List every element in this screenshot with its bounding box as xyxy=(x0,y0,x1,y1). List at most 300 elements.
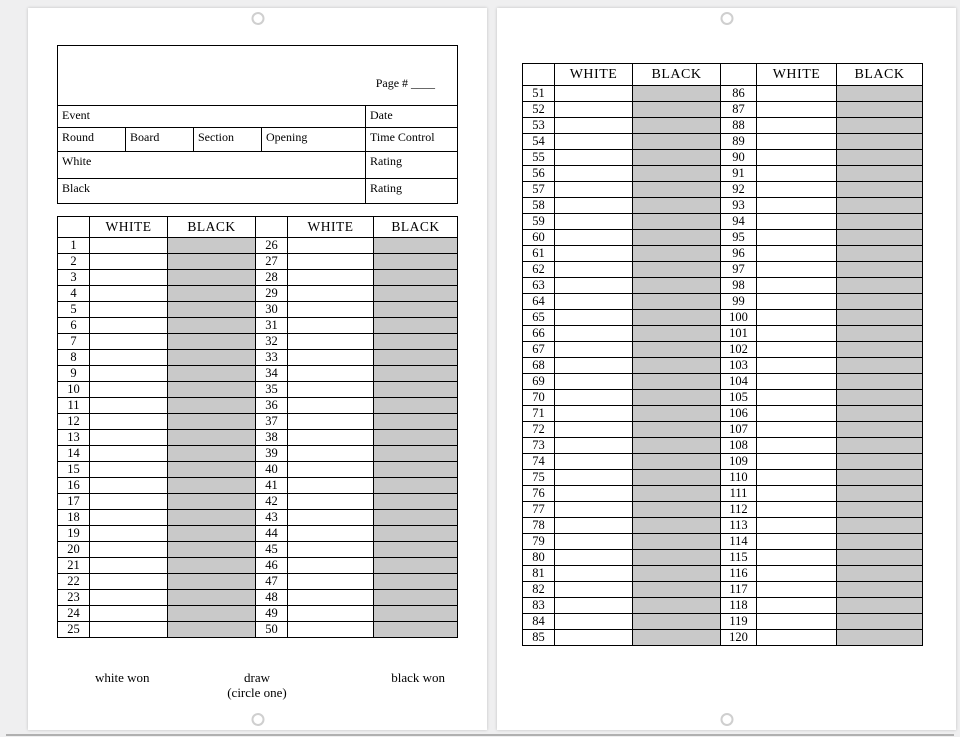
black-move-cell xyxy=(633,86,721,102)
black-move-cell xyxy=(374,398,458,414)
white-move-cell xyxy=(757,390,837,406)
white-move-cell xyxy=(555,102,633,118)
score-row xyxy=(523,582,923,598)
white-move-cell xyxy=(555,86,633,102)
move-number-cell: 94 xyxy=(721,214,757,230)
move-number-cell: 113 xyxy=(721,518,757,534)
black-move-cell xyxy=(633,294,721,310)
score-row xyxy=(523,630,923,646)
move-number-cell: 104 xyxy=(721,374,757,390)
white-move-cell xyxy=(757,326,837,342)
black-move-cell xyxy=(168,590,256,606)
score-row xyxy=(58,286,458,302)
move-number-cell: 47 xyxy=(256,574,288,590)
black-move-cell xyxy=(837,182,923,198)
score-row xyxy=(58,382,458,398)
white-move-cell xyxy=(288,478,374,494)
move-number-cell: 10 xyxy=(58,382,90,398)
move-number-cell: 31 xyxy=(256,318,288,334)
white-move-cell xyxy=(555,534,633,550)
white-move-cell xyxy=(757,102,837,118)
white-move-cell xyxy=(757,86,837,102)
corner-cell xyxy=(58,217,90,238)
move-number-cell: 75 xyxy=(523,470,555,486)
move-number-cell: 6 xyxy=(58,318,90,334)
move-number-cell: 88 xyxy=(721,118,757,134)
white-move-cell xyxy=(90,558,168,574)
result-footer xyxy=(57,668,457,704)
white-move-cell xyxy=(90,270,168,286)
black-move-cell xyxy=(168,382,256,398)
circle-one-label: (circle one) xyxy=(227,685,287,700)
move-number-cell: 74 xyxy=(523,454,555,470)
scoresheet-page-1 xyxy=(28,8,487,730)
white-move-cell xyxy=(757,374,837,390)
corner-cell xyxy=(523,64,555,86)
score-row xyxy=(523,150,923,166)
score-row xyxy=(58,542,458,558)
white-move-cell xyxy=(555,278,633,294)
score-row xyxy=(58,318,458,334)
move-number-cell: 35 xyxy=(256,382,288,398)
white-move-cell xyxy=(288,382,374,398)
white-move-cell xyxy=(555,374,633,390)
move-number-cell: 16 xyxy=(58,478,90,494)
black-move-cell xyxy=(837,342,923,358)
white-column-header: WHITE xyxy=(90,217,168,238)
move-number-cell: 112 xyxy=(721,502,757,518)
move-number-cell: 55 xyxy=(523,150,555,166)
white-move-cell xyxy=(288,558,374,574)
black-move-cell xyxy=(168,302,256,318)
move-number-cell: 78 xyxy=(523,518,555,534)
score-row xyxy=(523,598,923,614)
white-move-cell xyxy=(288,574,374,590)
black-move-cell xyxy=(837,566,923,582)
white-move-cell xyxy=(288,398,374,414)
score-row xyxy=(58,350,458,366)
move-number-cell: 91 xyxy=(721,166,757,182)
black-move-cell xyxy=(837,134,923,150)
black-player-row xyxy=(58,179,458,204)
white-move-cell xyxy=(757,182,837,198)
white-move-cell xyxy=(288,238,374,254)
score-row xyxy=(58,622,458,638)
white-move-cell xyxy=(555,262,633,278)
move-number-cell: 19 xyxy=(58,526,90,542)
move-number-cell: 109 xyxy=(721,454,757,470)
white-move-cell xyxy=(288,286,374,302)
white-move-cell xyxy=(288,430,374,446)
white-move-cell xyxy=(288,526,374,542)
score-row xyxy=(58,558,458,574)
score-row xyxy=(58,606,458,622)
black-move-cell xyxy=(837,102,923,118)
black-column-header: BLACK xyxy=(633,64,721,86)
score-row xyxy=(523,102,923,118)
page-number-row xyxy=(58,46,458,106)
white-move-cell xyxy=(288,302,374,318)
black-move-cell xyxy=(633,278,721,294)
black-rating-field: Rating xyxy=(366,179,458,204)
white-move-cell xyxy=(90,382,168,398)
black-move-cell xyxy=(168,414,256,430)
move-number-cell: 62 xyxy=(523,262,555,278)
white-move-cell xyxy=(555,406,633,422)
move-number-cell: 59 xyxy=(523,214,555,230)
move-number-cell: 116 xyxy=(721,566,757,582)
white-move-cell xyxy=(555,566,633,582)
move-number-cell: 63 xyxy=(523,278,555,294)
white-move-cell xyxy=(757,262,837,278)
black-move-cell xyxy=(374,414,458,430)
black-move-cell xyxy=(837,326,923,342)
black-move-cell xyxy=(633,598,721,614)
moves-table-1-50 xyxy=(57,216,458,638)
black-move-cell xyxy=(837,454,923,470)
score-row xyxy=(523,246,923,262)
white-move-cell xyxy=(90,526,168,542)
black-move-cell xyxy=(168,254,256,270)
black-move-cell xyxy=(837,550,923,566)
move-number-cell: 53 xyxy=(523,118,555,134)
move-number-cell: 93 xyxy=(721,198,757,214)
black-move-cell xyxy=(374,446,458,462)
move-number-cell: 101 xyxy=(721,326,757,342)
black-move-cell xyxy=(633,550,721,566)
white-move-cell xyxy=(90,350,168,366)
black-move-cell xyxy=(837,518,923,534)
move-number-cell: 119 xyxy=(721,614,757,630)
move-number-cell: 32 xyxy=(256,334,288,350)
move-number-cell: 107 xyxy=(721,422,757,438)
move-number-cell: 89 xyxy=(721,134,757,150)
move-number-cell: 83 xyxy=(523,598,555,614)
white-move-cell xyxy=(555,358,633,374)
score-row xyxy=(58,446,458,462)
move-number-cell: 41 xyxy=(256,478,288,494)
white-move-cell xyxy=(288,542,374,558)
black-move-cell xyxy=(837,214,923,230)
move-number-cell: 29 xyxy=(256,286,288,302)
black-move-cell xyxy=(168,286,256,302)
black-move-cell xyxy=(374,510,458,526)
scan-bottom-edge xyxy=(6,734,954,736)
move-number-cell: 85 xyxy=(523,630,555,646)
move-number-cell: 48 xyxy=(256,590,288,606)
black-move-cell xyxy=(837,486,923,502)
white-column-header: WHITE xyxy=(555,64,633,86)
black-move-cell xyxy=(633,198,721,214)
move-number-cell: 97 xyxy=(721,262,757,278)
white-move-cell xyxy=(288,254,374,270)
white-move-cell xyxy=(757,166,837,182)
move-number-cell: 56 xyxy=(523,166,555,182)
score-row xyxy=(58,302,458,318)
score-row xyxy=(58,478,458,494)
white-move-cell xyxy=(288,350,374,366)
move-number-cell: 24 xyxy=(58,606,90,622)
black-column-header: BLACK xyxy=(168,217,256,238)
move-number-cell: 46 xyxy=(256,558,288,574)
white-move-cell xyxy=(288,334,374,350)
white-move-cell xyxy=(757,150,837,166)
black-move-cell xyxy=(168,366,256,382)
move-number-cell: 18 xyxy=(58,510,90,526)
move-number-cell: 69 xyxy=(523,374,555,390)
move-number-cell: 100 xyxy=(721,310,757,326)
white-player-row xyxy=(58,152,458,179)
score-row xyxy=(58,430,458,446)
move-number-cell: 40 xyxy=(256,462,288,478)
black-move-cell xyxy=(633,518,721,534)
black-move-cell xyxy=(633,438,721,454)
scoresheet-page-2 xyxy=(497,8,956,730)
black-won-label: black won xyxy=(391,670,445,685)
white-move-cell xyxy=(555,486,633,502)
white-move-cell xyxy=(90,318,168,334)
punch-hole-icon xyxy=(251,713,264,726)
black-move-cell xyxy=(633,454,721,470)
score-row xyxy=(58,254,458,270)
moves-table-51-120 xyxy=(522,63,923,646)
white-move-cell xyxy=(757,246,837,262)
black-move-cell xyxy=(837,358,923,374)
white-move-cell xyxy=(757,630,837,646)
game-info-table xyxy=(57,45,458,204)
white-move-cell xyxy=(288,494,374,510)
black-move-cell xyxy=(168,430,256,446)
black-move-cell xyxy=(168,526,256,542)
black-move-cell xyxy=(168,542,256,558)
white-move-cell xyxy=(757,278,837,294)
white-move-cell xyxy=(90,510,168,526)
white-move-cell xyxy=(288,414,374,430)
move-number-cell: 8 xyxy=(58,350,90,366)
black-move-cell xyxy=(168,478,256,494)
black-move-cell xyxy=(374,590,458,606)
white-move-cell xyxy=(757,406,837,422)
score-row xyxy=(523,470,923,486)
white-move-cell xyxy=(555,614,633,630)
black-move-cell xyxy=(633,406,721,422)
board-field: Board xyxy=(126,128,194,152)
score-row xyxy=(523,422,923,438)
move-number-cell: 67 xyxy=(523,342,555,358)
black-move-cell xyxy=(168,446,256,462)
score-row xyxy=(58,510,458,526)
white-move-cell xyxy=(555,230,633,246)
white-rating-field: Rating xyxy=(366,152,458,179)
white-move-cell xyxy=(757,198,837,214)
score-row xyxy=(523,566,923,582)
score-row xyxy=(523,358,923,374)
white-move-cell xyxy=(757,534,837,550)
black-move-cell xyxy=(374,606,458,622)
move-number-cell: 22 xyxy=(58,574,90,590)
white-move-cell xyxy=(288,270,374,286)
score-row xyxy=(58,462,458,478)
black-move-cell xyxy=(633,342,721,358)
white-move-cell xyxy=(90,238,168,254)
black-move-cell xyxy=(374,302,458,318)
move-number-cell: 33 xyxy=(256,350,288,366)
white-move-cell xyxy=(90,574,168,590)
move-number-cell: 36 xyxy=(256,398,288,414)
white-move-cell xyxy=(555,150,633,166)
score-row xyxy=(523,486,923,502)
move-number-cell: 95 xyxy=(721,230,757,246)
score-row xyxy=(58,270,458,286)
move-number-cell: 3 xyxy=(58,270,90,286)
white-move-cell xyxy=(90,622,168,638)
black-move-cell xyxy=(633,246,721,262)
black-move-cell xyxy=(837,582,923,598)
score-row xyxy=(523,278,923,294)
move-number-cell: 72 xyxy=(523,422,555,438)
move-number-cell: 81 xyxy=(523,566,555,582)
black-move-cell xyxy=(633,102,721,118)
white-move-cell xyxy=(555,118,633,134)
black-move-cell xyxy=(633,470,721,486)
move-number-cell: 79 xyxy=(523,534,555,550)
white-move-cell xyxy=(90,254,168,270)
score-row xyxy=(58,238,458,254)
black-move-cell xyxy=(374,558,458,574)
white-move-cell xyxy=(555,582,633,598)
black-move-cell xyxy=(837,278,923,294)
white-move-cell xyxy=(288,462,374,478)
score-row xyxy=(58,366,458,382)
black-move-cell xyxy=(837,374,923,390)
move-number-cell: 11 xyxy=(58,398,90,414)
white-move-cell xyxy=(90,478,168,494)
black-move-cell xyxy=(168,318,256,334)
black-move-cell xyxy=(168,462,256,478)
move-number-cell: 20 xyxy=(58,542,90,558)
white-column-header: WHITE xyxy=(757,64,837,86)
black-move-cell xyxy=(374,462,458,478)
white-won-label: white won xyxy=(95,670,150,685)
white-move-cell xyxy=(288,622,374,638)
move-number-cell: 27 xyxy=(256,254,288,270)
black-move-cell xyxy=(374,350,458,366)
white-move-cell xyxy=(555,310,633,326)
white-move-cell xyxy=(555,134,633,150)
black-move-cell xyxy=(633,630,721,646)
black-move-cell xyxy=(168,270,256,286)
move-number-cell: 17 xyxy=(58,494,90,510)
white-move-cell xyxy=(90,398,168,414)
white-move-cell xyxy=(90,446,168,462)
black-move-cell xyxy=(633,502,721,518)
black-move-cell xyxy=(837,166,923,182)
white-move-cell xyxy=(288,606,374,622)
black-move-cell xyxy=(837,86,923,102)
black-move-cell xyxy=(837,598,923,614)
white-move-cell xyxy=(555,454,633,470)
score-row xyxy=(523,502,923,518)
white-move-cell xyxy=(757,470,837,486)
score-row xyxy=(523,198,923,214)
move-number-cell: 9 xyxy=(58,366,90,382)
white-move-cell xyxy=(90,302,168,318)
round-field: Round xyxy=(58,128,126,152)
black-move-cell xyxy=(837,262,923,278)
move-number-cell: 87 xyxy=(721,102,757,118)
move-number-cell: 57 xyxy=(523,182,555,198)
move-number-cell: 108 xyxy=(721,438,757,454)
white-move-cell xyxy=(757,230,837,246)
black-move-cell xyxy=(168,334,256,350)
black-move-cell xyxy=(374,574,458,590)
white-move-cell xyxy=(757,502,837,518)
black-move-cell xyxy=(837,614,923,630)
white-move-cell xyxy=(757,422,837,438)
move-number-cell: 82 xyxy=(523,582,555,598)
move-number-cell: 51 xyxy=(523,86,555,102)
score-row xyxy=(58,526,458,542)
white-move-cell xyxy=(555,470,633,486)
score-row xyxy=(523,374,923,390)
punch-hole-icon xyxy=(720,713,733,726)
move-number-cell: 90 xyxy=(721,150,757,166)
black-move-cell xyxy=(374,430,458,446)
black-move-cell xyxy=(374,478,458,494)
move-number-cell: 106 xyxy=(721,406,757,422)
moves-header-row xyxy=(523,64,923,86)
black-move-cell xyxy=(633,214,721,230)
draw-label: draw xyxy=(244,670,270,685)
move-number-cell: 92 xyxy=(721,182,757,198)
moves-header-row xyxy=(58,217,458,238)
black-move-cell xyxy=(837,198,923,214)
white-move-cell xyxy=(90,606,168,622)
black-move-cell xyxy=(168,606,256,622)
score-row xyxy=(523,550,923,566)
black-move-cell xyxy=(633,358,721,374)
move-number-cell: 4 xyxy=(58,286,90,302)
black-move-cell xyxy=(168,398,256,414)
black-move-cell xyxy=(633,534,721,550)
score-row xyxy=(523,134,923,150)
move-number-cell: 66 xyxy=(523,326,555,342)
date-field: Date xyxy=(366,106,458,128)
black-move-cell xyxy=(837,422,923,438)
move-number-cell: 117 xyxy=(721,582,757,598)
black-move-cell xyxy=(374,382,458,398)
page-number-cell xyxy=(58,46,458,106)
black-move-cell xyxy=(633,150,721,166)
score-row xyxy=(58,414,458,430)
white-move-cell xyxy=(757,134,837,150)
white-move-cell xyxy=(555,182,633,198)
move-number-cell: 103 xyxy=(721,358,757,374)
black-move-cell xyxy=(837,438,923,454)
white-move-cell xyxy=(757,486,837,502)
black-move-cell xyxy=(374,494,458,510)
black-move-cell xyxy=(633,614,721,630)
move-number-cell: 120 xyxy=(721,630,757,646)
section-field: Section xyxy=(194,128,262,152)
move-number-cell: 15 xyxy=(58,462,90,478)
black-move-cell xyxy=(633,326,721,342)
event-field: Event xyxy=(58,106,366,128)
move-number-cell: 45 xyxy=(256,542,288,558)
black-move-cell xyxy=(374,526,458,542)
move-number-cell: 39 xyxy=(256,446,288,462)
white-move-cell xyxy=(555,166,633,182)
